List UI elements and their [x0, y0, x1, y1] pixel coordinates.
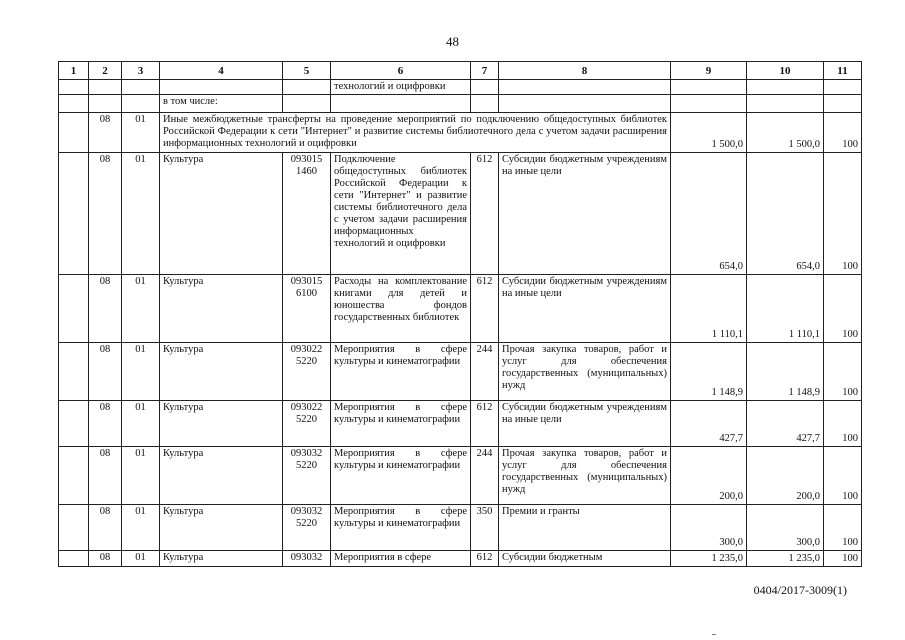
table-cell-col1	[59, 275, 89, 343]
table-cell-col11: 100	[824, 153, 862, 275]
table-cell-col5: 093015 6100	[283, 275, 331, 343]
table-cell-col6: Мероприятия в сфере культуры и кинематографии	[331, 505, 471, 551]
header-row	[59, 62, 862, 80]
table-cell-col9: 1 148,9	[671, 343, 747, 401]
table-row	[59, 153, 862, 275]
table-cell-col6: Подключение общедоступных библиотек Российской Федерации к сети "Интернет" и развитие системы библиотечного дела с учетом задачи расширения информационных технологий и оцифровки	[331, 153, 471, 275]
header-cell: 5	[283, 62, 331, 80]
header-cell: 1	[59, 62, 89, 80]
table-cell-col4: Культура	[160, 447, 283, 505]
continuation-row	[59, 80, 862, 95]
table-cell	[824, 95, 862, 113]
table-cell	[283, 80, 331, 95]
table-cell-col11: 100	[824, 551, 862, 567]
table-cell	[89, 95, 122, 113]
table-cell-col11: 100	[824, 447, 862, 505]
table-cell-col3: 01	[122, 401, 160, 447]
table-cell-col7: 612	[471, 401, 499, 447]
table-cell	[824, 80, 862, 95]
subheading-row	[59, 95, 862, 113]
table-cell	[160, 80, 283, 95]
scan-mark	[712, 634, 716, 635]
table-cell-col10: 200,0	[747, 447, 824, 505]
table-cell	[671, 80, 747, 95]
table-cell-col10: 300,0	[747, 505, 824, 551]
table-cell-col1	[59, 551, 89, 567]
table-cell	[283, 95, 331, 113]
table-cell-col11: 100	[824, 505, 862, 551]
section-amount-10: 1 500,0	[747, 113, 824, 153]
table-cell-col4: Культура	[160, 343, 283, 401]
table-cell-col1	[59, 343, 89, 401]
table-cell-col8: Премии и гранты	[499, 505, 671, 551]
table-cell-col1	[59, 447, 89, 505]
table-row	[59, 551, 862, 567]
table-cell	[59, 95, 89, 113]
table-cell-col5: 093032 5220	[283, 447, 331, 505]
table-cell-col9: 200,0	[671, 447, 747, 505]
table-cell-col8: Субсидии бюджетным учреждениям на иные цели	[499, 275, 671, 343]
table-cell-col6: Мероприятия в сфере	[331, 551, 471, 567]
table-row	[59, 343, 862, 401]
table-cell-col7: 350	[471, 505, 499, 551]
table-cell-col7: 612	[471, 153, 499, 275]
table-cell-col4: Культура	[160, 551, 283, 567]
table-cell-col11: 100	[824, 343, 862, 401]
table-cell-col2: 08	[89, 401, 122, 447]
table-cell-col5: 093022 5220	[283, 401, 331, 447]
table-cell-col8: Субсидии бюджетным учреждениям на иные цели	[499, 401, 671, 447]
table-cell-col2: 08	[89, 447, 122, 505]
table-cell-col5: 093022 5220	[283, 343, 331, 401]
table-cell-col1	[59, 505, 89, 551]
table-cell-col1	[59, 153, 89, 275]
section-cell: 08	[89, 113, 122, 153]
table-cell	[122, 95, 160, 113]
header-cell: 2	[89, 62, 122, 80]
table-cell-col5: 093015 1460	[283, 153, 331, 275]
table-cell-col8: Субсидии бюджетным	[499, 551, 671, 567]
table-cell	[499, 95, 671, 113]
table-cell-col10: 1 110,1	[747, 275, 824, 343]
table-cell-col1	[59, 401, 89, 447]
table-cell-col6: Расходы на комплектование книгами для детей и юношества фондов государственных библиотек	[331, 275, 471, 343]
table-cell	[122, 80, 160, 95]
table-cell-col3: 01	[122, 505, 160, 551]
section-amount-9: 1 500,0	[671, 113, 747, 153]
table-cell-col8: Прочая закупка товаров, работ и услуг для обеспечения государственных (муниципальных) нужд	[499, 343, 671, 401]
table-cell-col9: 1 235,0	[671, 551, 747, 567]
table-cell-col7: 244	[471, 343, 499, 401]
table-cell-col4: Культура	[160, 401, 283, 447]
header-cell: 3	[122, 62, 160, 80]
header-cell: 11	[824, 62, 862, 80]
table-cell-col2: 08	[89, 343, 122, 401]
table-cell-col2: 08	[89, 153, 122, 275]
table-cell	[671, 95, 747, 113]
table-cell-col9: 427,7	[671, 401, 747, 447]
table-cell-col7: 244	[471, 447, 499, 505]
table-cell	[747, 95, 824, 113]
table-cell-col7: 612	[471, 275, 499, 343]
table-cell-col4: Культура	[160, 153, 283, 275]
table-cell	[471, 95, 499, 113]
table-cell-col10: 427,7	[747, 401, 824, 447]
table-cell-col3: 01	[122, 275, 160, 343]
section-row	[59, 113, 862, 153]
header-cell: 9	[671, 62, 747, 80]
table-cell: технологий и оцифровки	[331, 80, 471, 95]
table-cell-col2: 08	[89, 275, 122, 343]
table-cell	[89, 80, 122, 95]
section-percent: 100	[824, 113, 862, 153]
table-cell-col2: 08	[89, 551, 122, 567]
table-row	[59, 401, 862, 447]
header-cell: 8	[499, 62, 671, 80]
header-cell: 6	[331, 62, 471, 80]
table-cell	[499, 80, 671, 95]
table-cell-col3: 01	[122, 153, 160, 275]
table-cell-col3: 01	[122, 551, 160, 567]
table-cell-col4: Культура	[160, 505, 283, 551]
table-cell-col8: Субсидии бюджетным учреждениям на иные цели	[499, 153, 671, 275]
table-cell-col6: Мероприятия в сфере культуры и кинематографии	[331, 401, 471, 447]
table-cell	[471, 80, 499, 95]
header-cell: 7	[471, 62, 499, 80]
table-cell-col5: 093032 5220	[283, 505, 331, 551]
table-cell-col9: 654,0	[671, 153, 747, 275]
table-cell-col5: 093032	[283, 551, 331, 567]
table-row	[59, 505, 862, 551]
budget-table	[58, 61, 862, 567]
page-number: 48	[446, 34, 459, 49]
table-cell-col4: Культура	[160, 275, 283, 343]
table-cell-col10: 1 148,9	[747, 343, 824, 401]
section-description: Иные межбюджетные трансферты на проведение мероприятий по подключению общедоступных библиотек Российской Федерации к сети "Интернет" и развитие системы библиотечного дела с учетом задачи расширения информационных технологий и оцифровки	[160, 113, 671, 153]
table-cell	[747, 80, 824, 95]
table-cell: в том числе:	[160, 95, 283, 113]
table-cell	[59, 80, 89, 95]
table-cell-col8: Прочая закупка товаров, работ и услуг для обеспечения государственных (муниципальных) нужд	[499, 447, 671, 505]
table-cell-col11: 100	[824, 401, 862, 447]
section-cell: 01	[122, 113, 160, 153]
header-cell: 10	[747, 62, 824, 80]
table-cell	[59, 113, 89, 153]
table-cell-col6: Мероприятия в сфере культуры и кинематографии	[331, 343, 471, 401]
table-row	[59, 275, 862, 343]
table-cell-col3: 01	[122, 447, 160, 505]
header-cell: 4	[160, 62, 283, 80]
table-cell-col9: 1 110,1	[671, 275, 747, 343]
table-row	[59, 447, 862, 505]
table-cell-col3: 01	[122, 343, 160, 401]
table-cell-col9: 300,0	[671, 505, 747, 551]
table-cell-col10: 654,0	[747, 153, 824, 275]
table-cell-col10: 1 235,0	[747, 551, 824, 567]
table-cell	[331, 95, 471, 113]
table-cell-col6: Мероприятия в сфере культуры и кинематографии	[331, 447, 471, 505]
table-cell-col2: 08	[89, 505, 122, 551]
document-code: 0404/2017-3009(1)	[753, 583, 847, 597]
table-cell-col11: 100	[824, 275, 862, 343]
table-cell-col7: 612	[471, 551, 499, 567]
